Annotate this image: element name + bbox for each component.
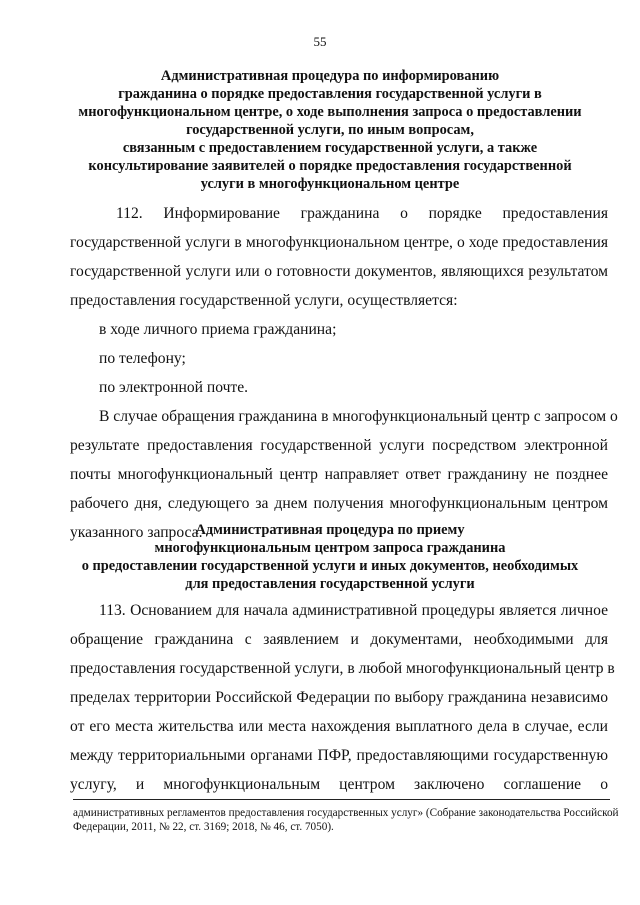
heading-line: Административная процедура по приему bbox=[195, 522, 465, 538]
heading-line: консультирование заявителей о порядке предоставления государственной bbox=[88, 158, 572, 174]
heading-line: связанным с предоставлением государственной услуги, а также bbox=[122, 140, 538, 156]
text-line: 113. Основанием для начала административной процедуры является личное bbox=[99, 602, 608, 619]
footnote bbox=[73, 806, 619, 834]
text-line: обращение гражданина с заявлением и документами, необходимыми для bbox=[70, 631, 608, 648]
text-line: В случае обращения гражданина в многофункциональный центр с запросом о bbox=[99, 408, 618, 425]
paragraph-113 bbox=[70, 596, 615, 799]
heading-line: многофункциональным центром запроса гражданина bbox=[154, 540, 506, 556]
heading-line: гражданина о порядке предоставления государственной услуги в bbox=[118, 86, 542, 102]
text-line: между территориальными органами ПФР, предоставляющими государственную bbox=[70, 747, 608, 764]
list-item: по телефону; bbox=[99, 350, 186, 367]
text-line: предоставления государственной услуги, в любой многофункциональный центр в bbox=[70, 660, 615, 677]
list-item: в ходе личного приема гражданина; bbox=[99, 321, 337, 338]
text-line: рабочего дня, следующего за днем получения многофункциональным центром bbox=[70, 495, 608, 512]
footnote-divider bbox=[73, 799, 610, 800]
text-line: почты многофункциональный центр направляет ответ гражданину не позднее bbox=[70, 466, 608, 483]
heading-line: государственной услуги, по иным вопросам, bbox=[186, 122, 474, 138]
text-line: государственной услуги в многофункциональном центре, о ходе предоставления bbox=[70, 234, 608, 251]
section-heading-informing bbox=[60, 67, 600, 193]
text-line: от его места жительства или места нахождения выплатного дела в случае, если bbox=[70, 718, 608, 735]
text-line: предоставления государственной услуги, осуществляется: bbox=[70, 292, 458, 309]
text-line: результате предоставления государственной услуги посредством электронной bbox=[70, 437, 608, 454]
text-line: услугу, и многофункциональным центром заключено соглашение о bbox=[70, 776, 608, 793]
list-item: по электронной почте. bbox=[99, 379, 249, 396]
heading-line: многофункциональном центре, о ходе выполнения запроса о предоставлении bbox=[78, 104, 582, 120]
heading-line: Административная процедура по информированию bbox=[160, 68, 500, 84]
heading-line: для предоставления государственной услуги bbox=[185, 576, 475, 592]
footnote-line: Федерации, 2011, № 22, ст. 3169; 2018, № 46, ст. 7050). bbox=[73, 821, 334, 833]
section-heading-reception bbox=[60, 521, 600, 593]
heading-line: о предоставлении государственной услуги и иных документов, необходимых bbox=[81, 558, 579, 574]
footnote-line: административных регламентов предоставления государственных услуг» (Собрание законодательства Российской bbox=[73, 807, 619, 819]
heading-line: услуги в многофункциональном центре bbox=[200, 176, 460, 192]
page-number: 55 bbox=[313, 34, 327, 49]
text-line: пределах территории Российской Федерации по выбору гражданина независимо bbox=[70, 689, 608, 706]
paragraph-112 bbox=[70, 199, 618, 547]
text-line: государственной услуги или о готовности документов, являющихся результатом bbox=[70, 263, 608, 280]
text-line: указанного запроса. bbox=[70, 524, 203, 541]
text-line: 112. Информирование гражданина о порядке предоставления bbox=[116, 205, 608, 222]
